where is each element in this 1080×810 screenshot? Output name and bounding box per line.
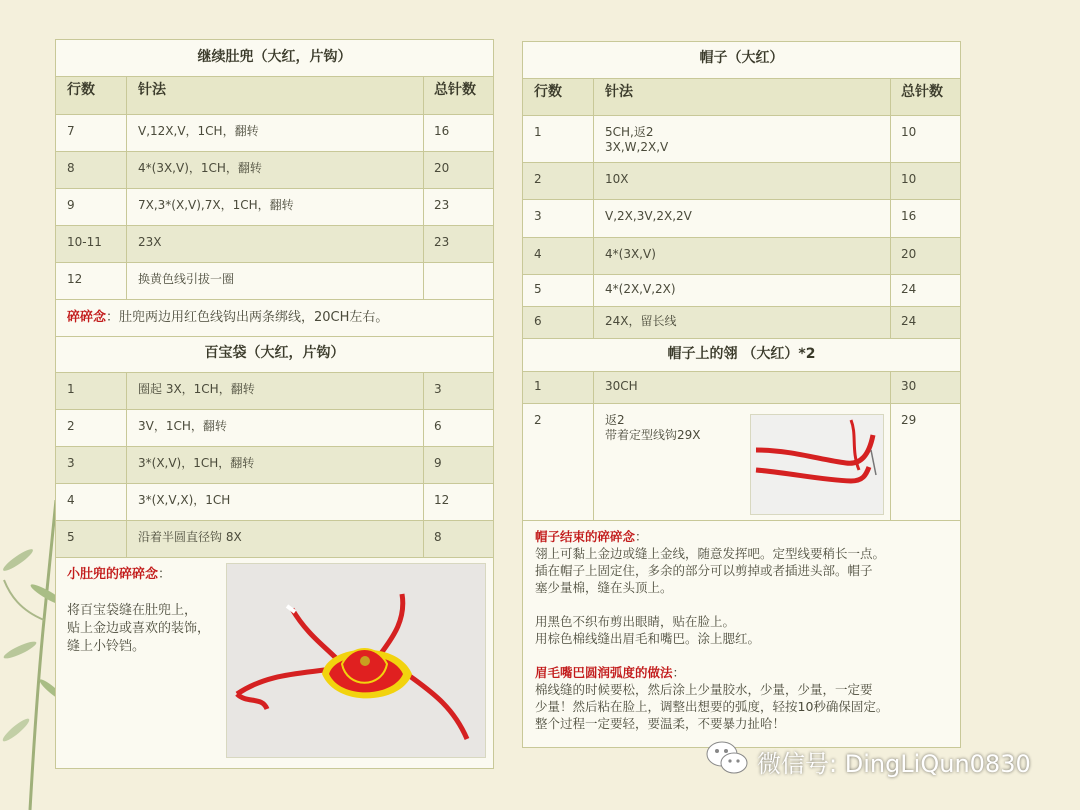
tips-line: 将百宝袋缝在肚兜上， <box>67 603 198 618</box>
row-number: 8 <box>67 161 75 175</box>
tips-line: 翎上可黏上金边或缝上金线，随意发挥吧。定型线要稍长一点。 <box>535 546 886 561</box>
row-number: 5 <box>67 530 75 544</box>
tips-line: 整个过程一定要轻，要温柔，不要暴力扯哈！ <box>535 716 786 731</box>
table-row <box>523 275 960 307</box>
header-rows: 行数 <box>67 82 95 98</box>
row-stitch: 3V，1CH，翻转 <box>138 419 227 433</box>
row-total: 16 <box>434 124 450 138</box>
table-row <box>56 373 493 410</box>
row-total: 12 <box>434 493 450 507</box>
row-stitch: V,12X,V，1CH，翻转 <box>138 124 259 138</box>
header-total: 总针数 <box>901 84 943 100</box>
row-total: 6 <box>434 419 442 433</box>
tips-line: 贴上金边或喜欢的装饰， <box>67 621 211 636</box>
tips-line: 少量！然后粘在脸上，调整出想要的弧度，轻按10秒确保固定。 <box>535 699 889 714</box>
row-number: 1 <box>534 125 542 139</box>
row-stitch: 3*(X,V,X)，1CH <box>138 493 231 507</box>
bellyband-tips <box>67 566 227 656</box>
row-number: 1 <box>67 382 75 396</box>
left-pattern-panel <box>55 39 494 769</box>
right-pattern-panel <box>522 41 961 748</box>
section-title-hat: 帽子（大红） <box>523 42 960 79</box>
row-total: 20 <box>434 161 450 175</box>
row-number: 3 <box>67 456 75 470</box>
row-stitch: 23X <box>138 235 162 249</box>
feather-photo <box>750 414 884 515</box>
row-number: 2 <box>534 172 542 186</box>
table-row <box>56 226 493 263</box>
table-row <box>56 189 493 226</box>
note-text: ：肚兜两边用红色线钩出两条绑线，20CH左右。 <box>106 310 389 325</box>
wechat-id: 微信号: DingLiQun0830 <box>757 750 1031 778</box>
section-title-pouch: 百宝袋（大红，片钩） <box>56 337 493 373</box>
table-row <box>523 163 960 200</box>
tips-line: 塞少量棉，缝在头顶上。 <box>535 580 673 595</box>
bellyband-note <box>56 300 493 337</box>
table-row <box>523 200 960 238</box>
header-total: 总针数 <box>434 82 476 98</box>
row-stitch: 换黄色线引拔一圈 <box>138 272 235 286</box>
row-total: 23 <box>434 235 450 249</box>
tips-label: 帽子结束的碎碎念 <box>535 529 636 544</box>
row-number: 2 <box>67 419 75 433</box>
table-row <box>523 404 960 521</box>
header-rows: 行数 <box>534 84 562 100</box>
table-row <box>56 152 493 189</box>
row-number: 2 <box>534 413 542 427</box>
table-row <box>523 307 960 339</box>
table-row <box>56 115 493 152</box>
row-number: 5 <box>534 282 542 296</box>
wechat-icon <box>705 740 749 776</box>
row-stitch: 10X <box>605 172 629 186</box>
row-number: 3 <box>534 209 542 223</box>
wechat-watermark <box>705 738 1065 778</box>
row-stitch: 沿着半圆直径钩 8X <box>138 530 242 544</box>
row-total: 29 <box>901 413 917 427</box>
row-total: 3 <box>434 382 442 396</box>
row-stitch: 4*(2X,V,2X) <box>605 282 676 296</box>
table-row <box>523 238 960 275</box>
row-total: 24 <box>901 282 917 296</box>
row-stitch-line2: 带着定型线钩29X <box>605 428 701 442</box>
row-total: 10 <box>901 172 917 186</box>
row-stitch: 返2 <box>605 413 625 427</box>
row-total: 9 <box>434 456 442 470</box>
tips-line: 用棕色棉线缝出眉毛和嘴巴。涂上腮红。 <box>535 631 761 646</box>
row-stitch: 4*(3X,V) <box>605 247 656 261</box>
row-number: 4 <box>534 247 542 261</box>
row-number: 6 <box>534 314 542 328</box>
row-stitch: 7X,3*(X,V),7X，1CH，翻转 <box>138 198 294 212</box>
row-stitch: 3*(X,V)，1CH，翻转 <box>138 456 255 470</box>
row-total: 20 <box>901 247 917 261</box>
row-stitch: V,2X,3V,2X,2V <box>605 209 692 223</box>
tips-colon: ： <box>158 567 172 582</box>
table-row <box>523 116 960 163</box>
row-total: 23 <box>434 198 450 212</box>
row-number: 7 <box>67 124 75 138</box>
row-number: 1 <box>534 379 542 393</box>
section-title-feather: 帽子上的翎 （大红）*2 <box>523 339 960 372</box>
row-stitch-line2: 3X,W,2X,V <box>605 140 669 154</box>
row-total: 8 <box>434 530 442 544</box>
row-total: 16 <box>901 209 917 223</box>
tips-line: 缝上小铃铛。 <box>67 639 146 654</box>
header-stitch: 针法 <box>138 82 166 98</box>
table-header <box>523 79 960 116</box>
section-title-bellyband: 继续肚兜（大红，片钩） <box>56 40 493 77</box>
table-row <box>56 410 493 447</box>
table-row <box>56 484 493 521</box>
hat-tips <box>535 528 952 732</box>
table-row <box>523 372 960 404</box>
tips-line: 用黑色不织布剪出眼睛，贴在脸上。 <box>535 614 736 629</box>
table-row <box>56 447 493 484</box>
row-stitch: 4*(3X,V)，1CH，翻转 <box>138 161 262 175</box>
bellyband-photo <box>226 563 486 758</box>
header-stitch: 针法 <box>605 84 633 100</box>
row-total: 30 <box>901 379 917 393</box>
tips2-label: 眉毛嘴巴圆润弧度的做法 <box>535 665 673 680</box>
row-stitch: 圈起 3X，1CH，翻转 <box>138 382 255 396</box>
tips-colon: ： <box>635 529 648 544</box>
tips-label: 小肚兜的碎碎念 <box>67 567 159 582</box>
tips-blank <box>535 596 952 613</box>
row-stitch: 5CH,返2 <box>605 125 654 139</box>
row-total <box>434 263 493 272</box>
row-total: 10 <box>901 125 917 139</box>
row-number: 4 <box>67 493 75 507</box>
row-number: 10-11 <box>67 235 102 249</box>
tips-line: 插在帽子上固定住，多余的部分可以剪掉或者插进头部。帽子 <box>535 563 873 578</box>
table-row <box>56 263 493 300</box>
row-number: 9 <box>67 198 75 212</box>
tips2-colon: ： <box>672 665 686 680</box>
row-stitch: 24X，留长线 <box>605 314 677 328</box>
row-total: 24 <box>901 314 917 328</box>
note-label: 碎碎念 <box>67 310 107 325</box>
table-row <box>56 521 493 558</box>
row-stitch: 30CH <box>605 379 638 393</box>
table-header <box>56 77 493 115</box>
row-number: 12 <box>67 272 83 286</box>
tips-line: 棉线缝的时候要松，然后涂上少量胶水，少量，少量，一定要 <box>535 682 873 697</box>
